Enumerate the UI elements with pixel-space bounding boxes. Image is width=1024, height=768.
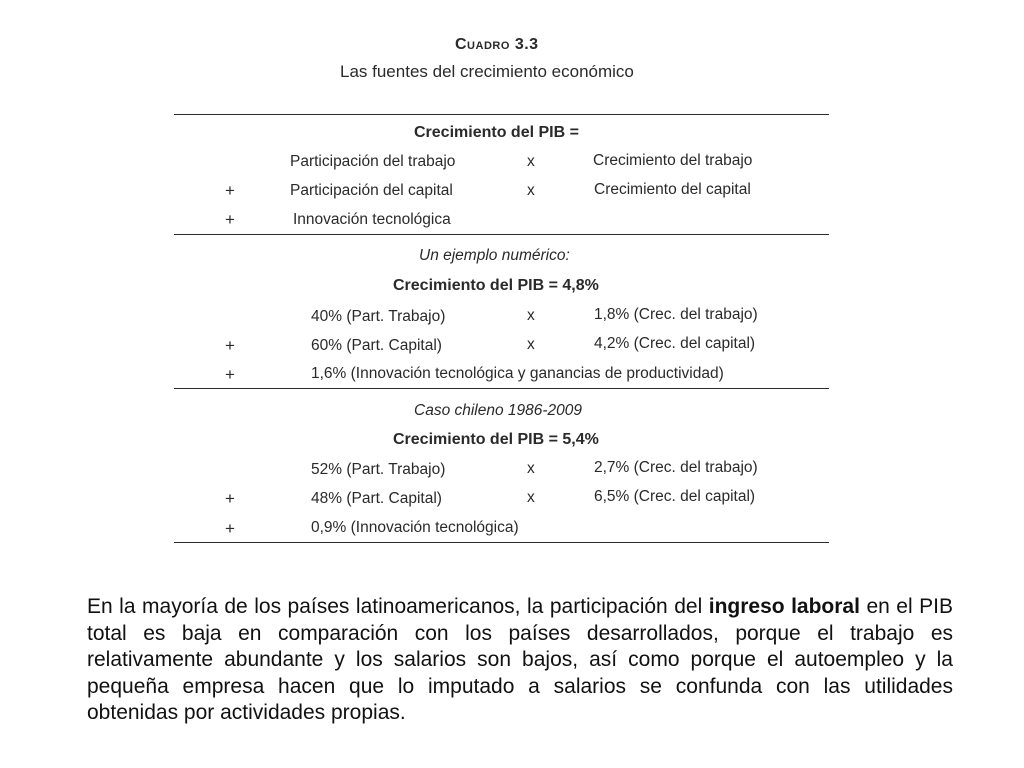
formula-row-3-op: + (225, 210, 235, 229)
formula-row-2-op: + (225, 181, 235, 200)
example-row-2-right: 4,2% (Crec. del capital) (594, 335, 756, 352)
table-rule-1 (174, 234, 829, 235)
example-row-2-op: + (225, 336, 235, 355)
formula-row-1-left: Participación del trabajo (290, 153, 456, 170)
table-rule-2 (174, 388, 829, 389)
formula-header: Crecimiento del PIB = (414, 124, 579, 141)
chile-row-2-mult: x (527, 489, 535, 506)
paragraph-text-before: En la mayoría de los países latinoamericanos, la participación del (87, 595, 709, 618)
formula-row-2-right: Crecimiento del capital (594, 181, 751, 198)
example-row-3-left: 1,6% (Innovación tecnológica y ganancias de productividad) (311, 365, 724, 382)
example-subtitle: Un ejemplo numérico: (419, 247, 570, 264)
example-row-1-mult: x (527, 307, 535, 324)
chile-row-3-left: 0,9% (Innovación tecnológica) (311, 519, 519, 536)
chile-row-1-left: 52% (Part. Trabajo) (311, 461, 446, 478)
table-rule-bottom (174, 542, 829, 543)
chile-header: Crecimiento del PIB = 5,4% (393, 431, 599, 448)
example-row-3-op: + (225, 365, 235, 384)
chile-subtitle: Caso chileno 1986-2009 (414, 402, 583, 419)
example-row-1-left: 40% (Part. Trabajo) (311, 308, 446, 325)
explanation-paragraph (87, 594, 953, 727)
chile-row-1-mult: x (527, 460, 535, 477)
paragraph-text-after: en el PIB total es baja en comparación con los países desarrollados, porque el trabajo es relativamente abundante y los salarios son bajos, así como porque el autoempleo y la pequeña empresa hacen que lo imputado a salarios se confunda con las utilidades obtenidas por actividades propias. (87, 595, 953, 724)
chile-row-2-op: + (225, 489, 235, 508)
example-row-1-right: 1,8% (Crec. del trabajo) (594, 306, 758, 323)
formula-row-1-mult: x (527, 153, 535, 170)
chile-row-2-right: 6,5% (Crec. del capital) (594, 488, 756, 505)
chile-row-1-right: 2,7% (Crec. del trabajo) (594, 459, 758, 476)
formula-row-2-left: Participación del capital (290, 182, 453, 199)
table-rule-top (174, 114, 829, 115)
example-row-2-left: 60% (Part. Capital) (311, 337, 442, 354)
chile-row-2-left: 48% (Part. Capital) (311, 490, 442, 507)
formula-row-1-right: Crecimiento del trabajo (593, 152, 753, 169)
formula-row-3-left: Innovación tecnológica (293, 211, 451, 228)
formula-row-2-mult: x (527, 182, 535, 199)
table-caption: Cuadro 3.3 (455, 36, 539, 53)
table-title: Las fuentes del crecimiento económico (340, 62, 634, 81)
example-header: Crecimiento del PIB = 4,8% (393, 277, 599, 294)
example-row-2-mult: x (527, 336, 535, 353)
paragraph-bold-term: ingreso laboral (708, 595, 860, 618)
chile-row-3-op: + (225, 519, 235, 538)
